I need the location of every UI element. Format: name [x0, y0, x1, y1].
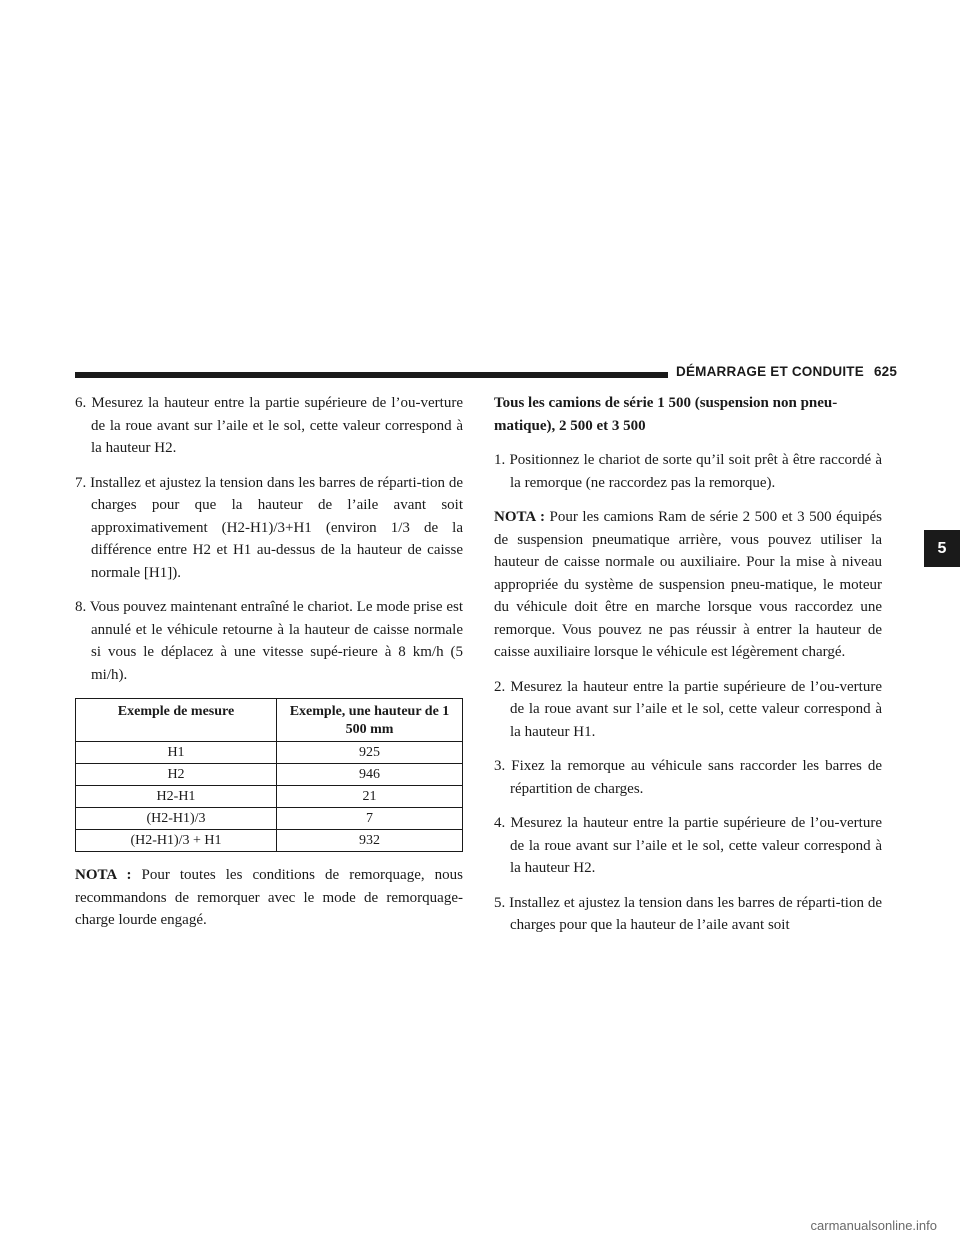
item-number: 5. — [494, 894, 506, 911]
chapter-tab: 5 — [924, 530, 960, 567]
table-cell: H2-H1 — [76, 786, 277, 808]
item-text: Fixez la remorque au véhicule sans raccorder les barres de répartition de charges. — [510, 758, 882, 797]
table-row — [76, 830, 463, 852]
column-header: Exemple de mesure — [76, 699, 277, 742]
list-item — [75, 472, 463, 585]
item-text: Vous pouvez maintenant entraîné le chariot. Le mode prise est annulé et le véhicule retourne à la hauteur de caisse normale si vous le déplacez à une vitesse supé-rieure à 8 km/h (5 mi/h). — [89, 599, 463, 683]
table-row — [76, 786, 463, 808]
running-header — [676, 364, 897, 379]
header-rule — [75, 372, 668, 378]
item-number: 4. — [494, 815, 506, 831]
measurement-table — [75, 698, 463, 852]
list-item — [494, 755, 882, 800]
item-number: 1. — [494, 452, 506, 468]
list-item — [494, 676, 882, 744]
item-number: 3. — [494, 758, 506, 774]
table-cell: 932 — [277, 830, 463, 852]
item-text: Mesurez la hauteur entre la partie supérieure de l’ou-verture de la roue avant sur l’aile et le sol, cette valeur correspond à la hauteur H1. — [510, 678, 882, 740]
list-item — [494, 449, 882, 494]
note-paragraph — [75, 864, 463, 932]
item-text: Mesurez la hauteur entre la partie supérieure de l’ou-verture de la roue avant sur l’aile et le sol, cette valeur correspond à la hauteur H2. — [91, 395, 463, 456]
table-cell: (H2-H1)/3 — [76, 808, 277, 830]
item-number: 8. — [75, 599, 87, 615]
list-item — [494, 892, 882, 937]
item-text: Positionnez le chariot de sorte qu’il soit prêt à être raccordé à la remorque (ne raccordez pas la remorque). — [509, 452, 882, 491]
table-row — [76, 808, 463, 830]
list-item — [494, 812, 882, 880]
list-item — [75, 596, 463, 686]
table-row — [76, 764, 463, 786]
column-header: Exemple, une hauteur de 1 500 mm — [277, 699, 463, 742]
list-item — [75, 392, 463, 460]
footer-watermark[interactable]: carmanualsonline.info — [810, 1218, 937, 1233]
item-text: Installez et ajustez la tension dans les barres de réparti-tion de charges pour que la hauteur de l’aile avant soit — [509, 894, 882, 933]
left-column — [75, 392, 463, 944]
table-header-row — [76, 699, 463, 742]
item-text: Mesurez la hauteur entre la partie supérieure de l’ou-verture de la roue avant sur l’aile et le sol, cette valeur correspond à la hauteur H2. — [510, 815, 882, 876]
table-cell: 21 — [277, 786, 463, 808]
note-label: NOTA : — [494, 509, 545, 525]
table-cell: H1 — [76, 742, 277, 764]
note-text: Pour les camions Ram de série 2 500 et 3 500 équipés de suspension pneumatique arrière, vous pouvez utiliser la hauteur de caisse normale ou auxiliaire. Pour la mise à niveau appropriée du système de suspension pneu-matique, le moteur du véhicule doit être en marche lorsque vous raccordez une remorque. Vous pouvez ne pas réussir à entrer la hauteur de caisse auxiliaire lorsque le véhicule est légèrement chargé. — [494, 509, 883, 660]
table-cell: H2 — [76, 764, 277, 786]
note-paragraph — [494, 506, 882, 664]
table-row — [76, 742, 463, 764]
note-text: Pour toutes les conditions de remorquage, nous recommandons de remorquer avec le mode de remorquage-charge lourde engagé. — [75, 867, 463, 928]
item-number: 6. — [75, 395, 87, 411]
section-title: DÉMARRAGE ET CONDUITE — [676, 364, 864, 379]
right-column — [494, 392, 882, 949]
item-text: Installez et ajustez la tension dans les barres de réparti-tion de charges pour que la hauteur de l’aile avant soit approximativement (H2-H1)/3+H1 (environ 1/3 de la différence entre H2 et H1 au-dessus de la hauteur de caisse normale [H1]). — [90, 474, 463, 581]
section-subheading: Tous les camions de série 1 500 (suspension non pneu-matique), 2 500 et 3 500 — [494, 395, 838, 434]
item-number: 2. — [494, 678, 506, 695]
note-label: NOTA : — [75, 867, 132, 883]
table-cell: 7 — [277, 808, 463, 830]
item-number: 7. — [75, 474, 87, 491]
table-cell: 946 — [277, 764, 463, 786]
table-cell: 925 — [277, 742, 463, 764]
page-number: 625 — [873, 364, 898, 379]
table-cell: (H2-H1)/3 + H1 — [76, 830, 277, 852]
